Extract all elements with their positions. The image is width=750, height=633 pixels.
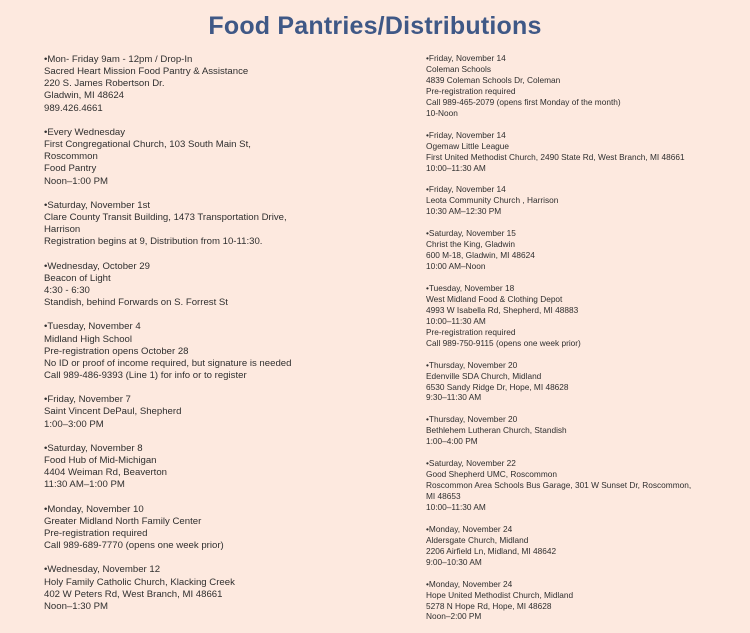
entry-detail: 10:00–11:30 AM [426, 501, 486, 512]
entry-detail: 4404 Weiman Rd, Beaverton [44, 467, 168, 479]
distribution-entry [426, 360, 691, 404]
entry-date: •Wednesday, November 12 [44, 564, 161, 576]
entry-detail: No ID or proof of income required, but signature is needed [44, 357, 292, 369]
entry-detail: Holy Family Catholic Church, Klacking Creek [44, 576, 235, 588]
entry-date: •Tuesday, November 18 [426, 282, 515, 293]
entry-detail: Call 989-465-2079 (opens first Monday of the month) [426, 96, 621, 107]
distribution-entry [44, 200, 291, 249]
entry-detail: Call 989-486-9393 (Line 1) for info or to register [44, 370, 247, 381]
entry-detail: Roscommon Area Schools Bus Garage, 301 W Sunset Dr, Roscommon, [426, 480, 692, 491]
entry-date: •Saturday, November 8 [44, 442, 143, 454]
entry-date: •Friday, November 7 [44, 394, 131, 406]
entry-detail: Food Pantry [44, 163, 97, 175]
page-title: Food Pantries/Distributions [208, 12, 542, 40]
entry-detail: 5278 N Hope Rd, Hope, MI 48628 [426, 600, 552, 611]
entry-detail: 10:00–11:30 AM [426, 315, 486, 326]
entry-detail: Pre-registration required [44, 527, 148, 539]
entry-date: •Tuesday, November 4 [44, 321, 141, 333]
entry-detail: Good Shepherd UMC, Roscommon [426, 469, 557, 480]
distribution-entry [44, 564, 291, 613]
distribution-entry [426, 130, 691, 174]
entry-detail: 2206 Airfield Ln, Midland, MI 48642 [426, 545, 557, 556]
entry-detail: 6530 Sandy Ridge Dr, Hope, MI 48628 [426, 381, 569, 392]
entry-detail: Pre-registration opens October 28 [44, 345, 189, 357]
distribution-entry [426, 414, 691, 447]
entry-detail: Bethlehem Lutheran Church, Standish [426, 425, 567, 436]
entry-detail: 10:30 AM–12:30 PM [426, 206, 502, 217]
entry-detail: Gladwin, MI 48624 [44, 90, 124, 102]
entry-detail: 600 M-18, Gladwin, MI 48624 [426, 250, 535, 261]
entry-date: •Thursday, November 20 [426, 359, 518, 370]
entry-detail: Harrison [44, 224, 81, 236]
entry-detail: 4839 Coleman Schools Dr, Coleman [426, 74, 561, 85]
entry-date: •Saturday, November 22 [426, 458, 516, 469]
distribution-entry [44, 54, 291, 115]
entry-date: •Every Wednesday [44, 126, 126, 138]
entry-detail: Hope United Methodist Church, Midland [426, 589, 574, 600]
distribution-entry [426, 184, 691, 217]
distribution-entry [426, 53, 691, 119]
entry-detail: Aldersgate Church, Midland [426, 534, 529, 545]
entry-detail: 1:00–4:00 PM [426, 436, 478, 447]
entry-detail: 9:00–10:30 AM [426, 556, 482, 567]
entry-detail: Saint Vincent DePaul, Shepherd [44, 406, 182, 418]
entry-detail: Coleman Schools [426, 63, 492, 74]
entry-date: •Saturday, November 15 [426, 228, 516, 239]
entry-detail: 10:00 AM–Noon [426, 261, 486, 272]
entry-detail: West Midland Food & Clothing Depot [426, 293, 563, 304]
entry-date: •Monday, November 24 [426, 578, 513, 589]
entry-detail: Christ the King, Gladwin [426, 239, 516, 250]
entry-detail: Ogemaw Little League [426, 140, 510, 151]
distribution-entry [426, 228, 691, 272]
right-column [426, 53, 691, 633]
entry-detail: Registration begins at 9, Distribution from 10-11:30. [44, 236, 263, 248]
entry-date: •Friday, November 14 [426, 129, 506, 140]
distribution-entry [426, 458, 691, 513]
entry-detail: 220 S. James Robertson Dr. [44, 78, 165, 90]
distribution-entry [44, 321, 291, 382]
entry-detail: Roscommon [44, 151, 98, 163]
entry-detail: Sacred Heart Mission Food Pantry & Assistance [44, 66, 249, 78]
entry-detail: Edenville SDA Church, Midland [426, 370, 542, 381]
entry-date: •Friday, November 14 [426, 53, 506, 63]
distribution-entry [44, 261, 291, 310]
entry-detail: Pre-registration required [426, 85, 516, 96]
entry-detail: Call 989-689-7770 (opens one week prior) [44, 540, 224, 552]
entry-detail: Noon–2:00 PM [426, 611, 482, 622]
entry-detail: Noon–1:00 PM [44, 175, 108, 187]
entry-detail: 1:00–3:00 PM [44, 418, 104, 430]
entry-detail: Beacon of Light [44, 272, 111, 284]
entry-detail: MI 48653 [426, 491, 461, 502]
entry-detail: 9:30–11:30 AM [426, 392, 482, 403]
entry-detail: 4:30 - 6:30 [44, 284, 90, 296]
entry-detail: Food Hub of Mid-Michigan [44, 455, 157, 467]
entry-detail: Clare County Transit Building, 1473 Transportation Drive, [44, 212, 287, 223]
entry-detail: Greater Midland North Family Center [44, 515, 202, 527]
entry-detail: 989.426.4661 [44, 102, 103, 114]
entry-detail: 11:30 AM–1:00 PM [44, 479, 125, 491]
entry-detail: Call 989-750-9115 (opens one week prior) [426, 337, 581, 348]
entry-detail: 10:00–11:30 AM [426, 162, 486, 173]
entry-detail: 4993 W Isabella Rd, Shepherd, MI 48883 [426, 304, 579, 315]
entry-detail: 402 W Peters Rd, West Branch, MI 48661 [44, 588, 223, 600]
entry-detail: Leota Community Church , Harrison [426, 195, 559, 206]
entry-detail: First Congregational Church, 103 South Main St, [44, 139, 251, 151]
entry-date: •Monday, November 10 [44, 503, 144, 515]
distribution-entry [44, 504, 291, 553]
distribution-entry [44, 443, 291, 492]
entry-date: •Saturday, November 1st [44, 199, 151, 211]
entry-detail: Noon–1:30 PM [44, 600, 108, 612]
distribution-entry [426, 283, 691, 349]
entry-date: •Wednesday, October 29 [44, 260, 150, 272]
entry-detail: Pre-registration required [426, 326, 516, 337]
distribution-entry [426, 524, 691, 568]
entry-date: •Friday, November 14 [426, 184, 506, 195]
entry-detail: First United Methodist Church, 2490 State Rd, West Branch, MI 48661 [426, 151, 685, 162]
distribution-entry [44, 394, 291, 430]
entry-date: •Monday, November 24 [426, 523, 513, 534]
distribution-entry [426, 579, 691, 623]
entry-detail: 10-Noon [426, 107, 458, 118]
entry-date: •Mon- Friday 9am - 12pm / Drop-In [44, 54, 193, 65]
distribution-entry [44, 127, 291, 188]
entry-detail: Midland High School [44, 333, 132, 345]
left-column [44, 54, 291, 625]
entry-date: •Thursday, November 20 [426, 414, 518, 425]
entry-detail: Standish, behind Forwards on S. Forrest St [44, 297, 228, 309]
